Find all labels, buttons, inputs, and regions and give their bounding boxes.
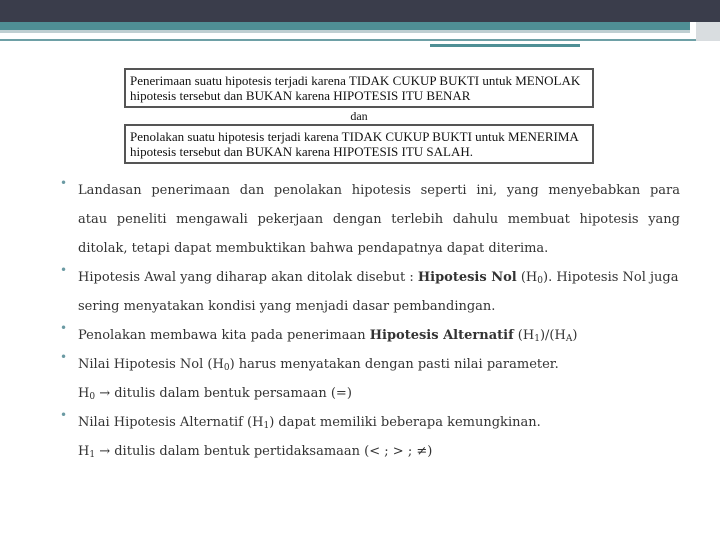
text: ) harus menyatakan dengan pasti nilai parameter.: [229, 357, 559, 372]
text: H: [78, 386, 90, 401]
text: → ditulis dalam bentuk pertidaksamaan (< ; > ; ≠): [95, 444, 433, 459]
text: )/(H: [539, 328, 566, 343]
rejection-line-2: hipotesis tersebut dan BUKAN karena HIPOTESIS ITU SALAH.: [130, 144, 474, 159]
subscript: 1: [534, 334, 540, 344]
text: → ditulis dalam bentuk persamaan (=): [95, 386, 352, 401]
bullet-text: [78, 408, 680, 437]
hipotesis-alternatif-term: Hipotesis Alternatif: [369, 328, 514, 343]
text: ): [572, 328, 578, 343]
subscript: A: [565, 334, 573, 344]
title-bar: [0, 0, 720, 22]
acceptance-line-1: Penerimaan suatu hipotesis terjadi karena TIDAK CUKUP BUKTI untuk MENOLAK: [130, 73, 581, 88]
subscript: 0: [537, 276, 543, 286]
bullet-icon: •: [60, 176, 68, 190]
text: (H: [516, 270, 538, 285]
list-item: [60, 176, 680, 263]
connector-text: dan: [350, 109, 368, 123]
bullet-text: [78, 350, 680, 379]
bullet-text: ditolak, tetapi dapat membuktikan bahwa pendapatnya dapat diterima.: [78, 241, 549, 256]
text: Nilai Hipotesis Nol (H: [78, 357, 224, 372]
subscript: 0: [89, 392, 96, 402]
header-stripe-light: [0, 30, 690, 33]
subscript: 1: [263, 421, 270, 431]
text: ) dapat memiliki beberapa kemungkinan.: [269, 415, 541, 430]
bullet-icon: •: [60, 263, 68, 277]
list-item: [60, 321, 680, 350]
bullet-text: atau peneliti mengawali pekerjaan dengan terlebih dahulu membuat hipotesis yang: [78, 212, 680, 227]
bullet-text: [78, 321, 680, 350]
text: Penolakan membawa kita pada penerimaan: [78, 328, 370, 343]
bullet-text: sering menyatakan kondisi yang menjadi dasar pembandingan.: [78, 299, 496, 314]
list-item: [60, 263, 680, 321]
list-item: [60, 350, 680, 408]
bullet-icon: •: [60, 350, 68, 364]
bullet-text: [78, 379, 680, 408]
bullet-icon: •: [60, 321, 68, 335]
text: ). Hipotesis Nol juga: [543, 270, 679, 285]
text: Nilai Hipotesis Alternatif (H: [78, 415, 264, 430]
header-corner-block: [696, 22, 720, 41]
header-stripe-bottom: [0, 39, 696, 41]
acceptance-box: [124, 68, 594, 108]
bullet-list: [60, 176, 680, 466]
hipotesis-nol-term: Hipotesis Nol: [417, 270, 517, 285]
acceptance-line-2: hipotesis tersebut dan BUKAN karena HIPOTESIS ITU BENAR: [130, 88, 471, 103]
bullet-text: [78, 263, 680, 292]
list-item: [60, 408, 680, 466]
bullet-text: Landasan penerimaan dan penolakan hipotesis seperti ini, yang menyebabkan para: [78, 183, 680, 198]
header-stripe: [0, 22, 690, 30]
rejection-box: [124, 124, 594, 164]
text: Hipotesis Awal yang diharap akan ditolak disebut :: [78, 270, 418, 285]
subscript: 0: [223, 363, 230, 373]
bullet-icon: •: [60, 408, 68, 422]
header-accent: [430, 44, 580, 47]
text: (H: [513, 328, 535, 343]
subscript: 1: [89, 450, 96, 460]
rejection-line-1: Penolakan suatu hipotesis terjadi karena TIDAK CUKUP BUKTI untuk MENERIMA: [130, 129, 579, 144]
bullet-text: [78, 437, 680, 466]
text: H: [78, 444, 90, 459]
hypothesis-figure: [124, 68, 594, 164]
